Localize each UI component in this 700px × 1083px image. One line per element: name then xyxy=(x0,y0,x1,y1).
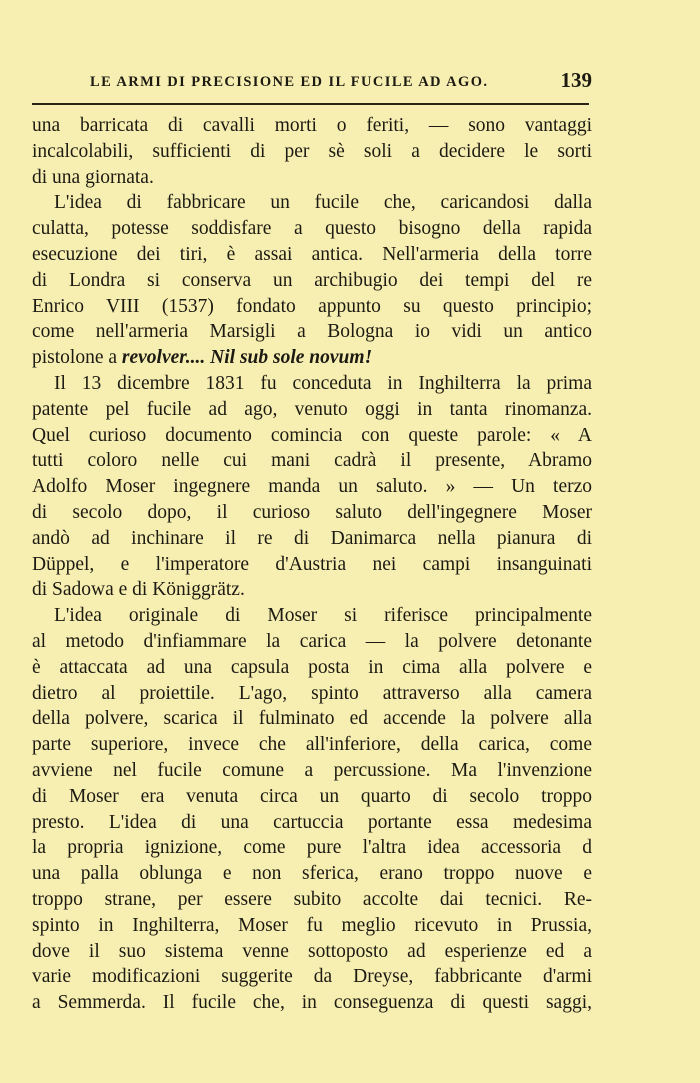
text-line: di Moser era venuta circa un quarto di secolo troppo xyxy=(32,785,592,807)
text-line: una palla oblunga e non sferica, erano troppo nuove e xyxy=(32,863,592,885)
text-line: di Sadowa e di Königgrätz. xyxy=(32,579,245,601)
text-line: dove il suo sistema venne sottoposto ad esperienze ed a xyxy=(32,940,592,962)
text-fragment: pistolone a xyxy=(32,347,122,369)
page-number: 139 xyxy=(560,68,592,92)
text-line: esecuzione dei tiri, è assai antica. Nell'armeria della torre xyxy=(32,243,592,265)
running-title: LE ARMI DI PRECISIONE ED IL FUCILE AD AGO. xyxy=(90,74,489,90)
text-line: di una giornata. xyxy=(32,166,154,188)
text-line: Adolfo Moser ingegnere manda un saluto. » — Un terzo xyxy=(32,476,592,498)
text-line: presto. L'idea di una cartuccia portante essa medesima xyxy=(32,811,592,833)
text-line: al metodo d'infiammare la carica — la polvere detonante xyxy=(32,630,592,652)
header-rule xyxy=(32,103,589,105)
text-line-with-italic xyxy=(32,345,592,371)
page-header xyxy=(30,68,590,98)
paragraph-first-line: Il 13 dicembre 1831 fu conceduta in Inghilterra la prima xyxy=(54,372,592,394)
text-line: è attaccata ad una capsula posta in cima alla polvere e xyxy=(32,656,592,678)
text-line: come nell'armeria Marsigli a Bologna io vidi un antico xyxy=(32,321,592,343)
text-line: di Londra si conserva un archibugio dei tempi del re xyxy=(32,269,592,291)
text-line: tutti coloro nelle cui mani cadrà il presente, Abramo xyxy=(32,450,592,472)
text-line: Quel curioso documento comincia con queste parole: « A xyxy=(32,424,592,446)
text-line: la propria ignizione, come pure l'altra idea accessoria d xyxy=(32,837,592,859)
text-line: culatta, potesse soddisfare a questo bisogno della rapida xyxy=(32,218,592,240)
text-line: incalcolabili, sufficienti di per sè soli a decidere le sorti xyxy=(32,140,592,162)
text-line: dietro al proiettile. L'ago, spinto attraverso alla camera xyxy=(32,682,592,704)
italic-phrase: revolver.... Nil sub sole novum! xyxy=(121,347,373,369)
text-line: della polvere, scarica il fulminato ed accende la polvere alla xyxy=(32,708,592,730)
text-line: avviene nel fucile comune a percussione. Ma l'invenzione xyxy=(32,759,592,781)
text-line: spinto in Inghilterra, Moser fu meglio ricevuto in Prussia, xyxy=(32,914,592,936)
text-line: varie modificazioni suggerite da Dreyse, fabbricante d'armi xyxy=(32,966,592,988)
text-line: Düppel, e l'imperatore d'Austria nei campi insanguinati xyxy=(32,553,592,575)
text-line: a Semmerda. Il fucile che, in conseguenza di questi saggi, xyxy=(32,992,592,1014)
text-line: troppo strane, per essere subito accolte dai tecnici. Re- xyxy=(32,888,592,910)
paragraph-first-line: L'idea originale di Moser si riferisce principalmente xyxy=(54,605,592,627)
text-line: parte superiore, invece che all'inferiore, della carica, come xyxy=(32,734,592,756)
body-text xyxy=(32,113,592,1016)
text-line: una barricata di cavalli morti o feriti, — sono vantaggi xyxy=(32,115,592,136)
text-line: andò ad inchinare il re di Danimarca nella pianura di xyxy=(32,527,592,549)
text-line: patente pel fucile ad ago, venuto oggi in tanta rinomanza. xyxy=(32,398,592,420)
text-line: Enrico VIII (1537) fondato appunto su questo principio; xyxy=(32,295,592,317)
paragraph-first-line: L'idea di fabbricare un fucile che, caricandosi dalla xyxy=(54,192,592,214)
text-line: di secolo dopo, il curioso saluto dell'ingegnere Moser xyxy=(32,501,592,523)
